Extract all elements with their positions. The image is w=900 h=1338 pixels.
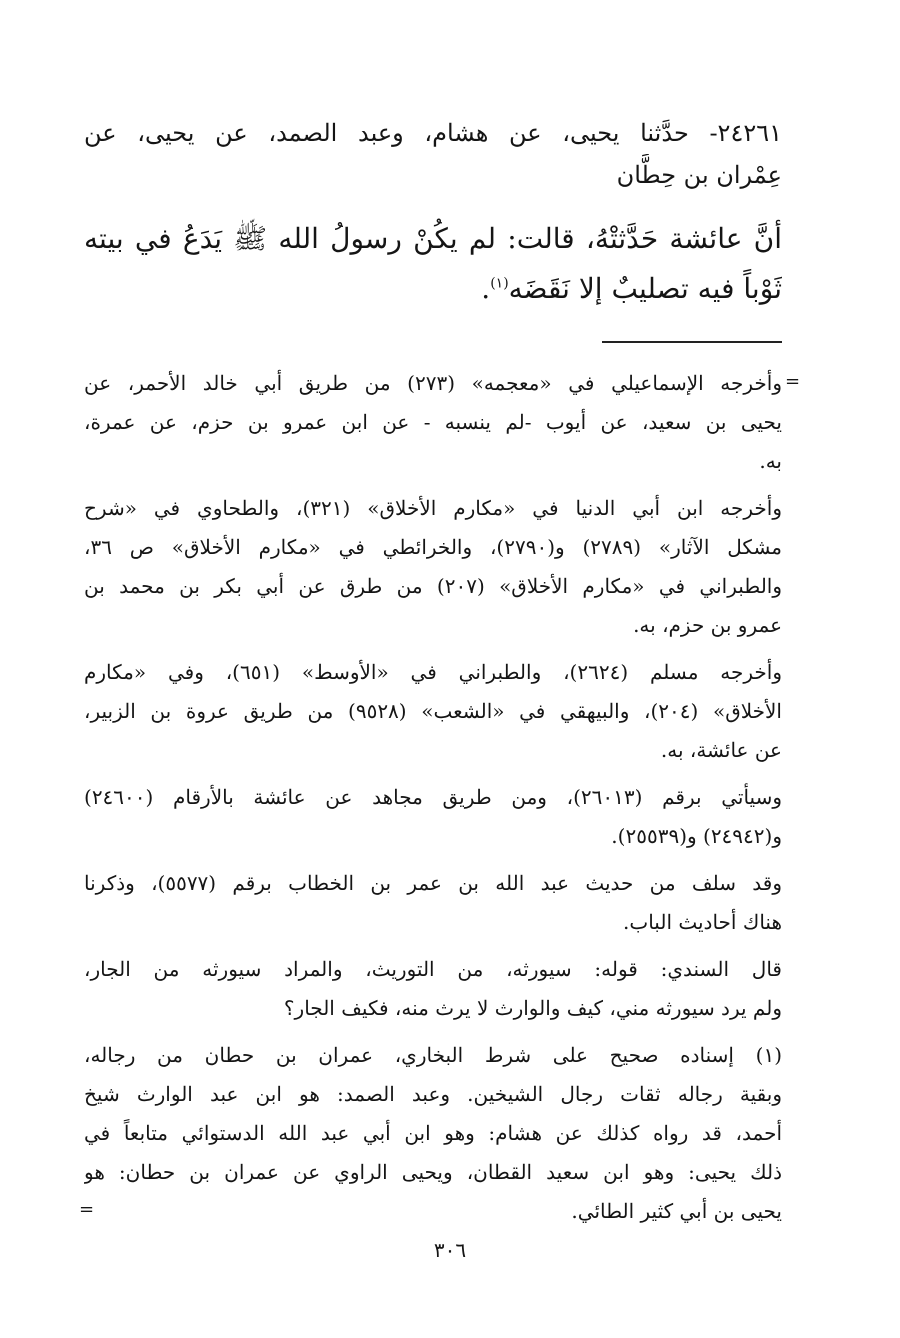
hadith-matn-line <box>84 264 782 314</box>
footnote-paragraph <box>84 653 782 770</box>
footnote-line: به. <box>759 449 782 473</box>
hadith-matn-end: . <box>481 272 491 305</box>
footnote-separator <box>602 341 782 343</box>
footnote-line: يحيى بن سعيد، عن أيوب -لم ينسبه - عن ابن عمرو بن حزم، عن عمرة، <box>84 410 782 434</box>
page-number: ٣٠٦ <box>433 1238 467 1262</box>
continuation-mark-top: = <box>785 371 801 392</box>
hadith-isnad-line: عِمْران بن حِطَّان <box>616 161 782 189</box>
footnote-line: يحيى بن أبي كثير الطائي. <box>571 1199 782 1223</box>
hadith-matn-text: ثَوْباً فيه تصليبٌ إلا نَقَضَه <box>508 272 782 305</box>
footnote-line: وأخرجه مسلم (٢٦٢٤)، والطبراني في «الأوسط» (٦٥١)، وفي «مكارم <box>84 660 782 684</box>
footnote-paragraph <box>84 778 782 856</box>
footnote-line: ذلك يحيى: وهو ابن سعيد القطان، ويحيى الراوي عن عمران بن حطان: هو <box>84 1160 782 1184</box>
footnote-line: مشكل الآثار» (٢٧٨٩) و(٢٧٩٠)، والخرائطي في «مكارم الأخلاق» ص ٣٦، <box>84 535 782 559</box>
footnote-line: عن عائشة، به. <box>660 738 782 762</box>
footnote-line: وأخرجه ابن أبي الدنيا في «مكارم الأخلاق» (٣٢١)، والطحاوي في «شرح <box>84 496 782 520</box>
footnote-line: عمرو بن حزم، به. <box>633 613 782 637</box>
footnote-line: قال السندي: قوله: سيورثه، من التوريث، والمراد سيورثه من الجار، <box>84 957 782 981</box>
hadith-matn <box>84 214 782 314</box>
footnote-reference: (١) <box>490 275 509 292</box>
footnote-line: و(٢٤٩٤٢) و(٢٥٥٣٩). <box>611 824 782 848</box>
footnote-line: وقد سلف من حديث عبد الله بن عمر بن الخطاب برقم (٥٥٧٧)، وذكرنا <box>84 871 782 895</box>
hadith-isnad-line: ٢٤٢٦١- حدَّثنا يحيى، عن هشام، وعبد الصمد، عن يحيى، عن <box>84 119 782 147</box>
footnote-paragraph <box>84 364 782 481</box>
footnote-line: (١) إسناده صحيح على شرط البخاري، عمران بن حطان من رجاله، <box>84 1043 782 1067</box>
footnote-line: وسيأتي برقم (٢٦٠١٣)، ومن طريق مجاهد عن عائشة بالأرقام (٢٤٦٠٠) <box>84 785 782 809</box>
footnote-paragraph <box>84 1036 782 1231</box>
footnote-paragraph <box>84 950 782 1028</box>
footnote-line: أحمد، قد رواه كذلك عن هشام: وهو ابن أبي عبد الله الدستوائي متابعاً في <box>84 1121 782 1145</box>
footnote-line: ولم يرد سيورثه مني، كيف والوارث لا يرث منه، فكيف الجار؟ <box>283 996 782 1020</box>
footnote-paragraph <box>84 489 782 645</box>
footnote-line: وبقية رجاله ثقات رجال الشيخين. وعبد الصمد: هو ابن عبد الوارث شيخ <box>84 1082 782 1106</box>
footnotes <box>84 364 782 1239</box>
footnote-line: الأخلاق» (٢٠٤)، والبيهقي في «الشعب» (٩٥٢٨) من طريق عروة بن الزبير، <box>84 699 782 723</box>
footnote-line: هناك أحاديث الباب. <box>623 910 782 934</box>
hadith-matn-line: أنَّ عائشة حَدَّثتْهُ، قالت: لم يكُنْ رسولُ الله ﷺ يَدَعُ في بيته <box>84 222 782 255</box>
continuation-mark-bottom: = <box>79 1199 95 1220</box>
hadith-isnad <box>84 112 782 196</box>
footnote-paragraph <box>84 864 782 942</box>
footnote-line: وأخرجه الإسماعيلي في «معجمه» (٢٧٣) من طريق أبي خالد الأحمر، عن <box>84 371 782 395</box>
footnote-line: والطبراني في «مكارم الأخلاق» (٢٠٧) من طرق عن أبي بكر بن محمد بن <box>84 574 782 598</box>
